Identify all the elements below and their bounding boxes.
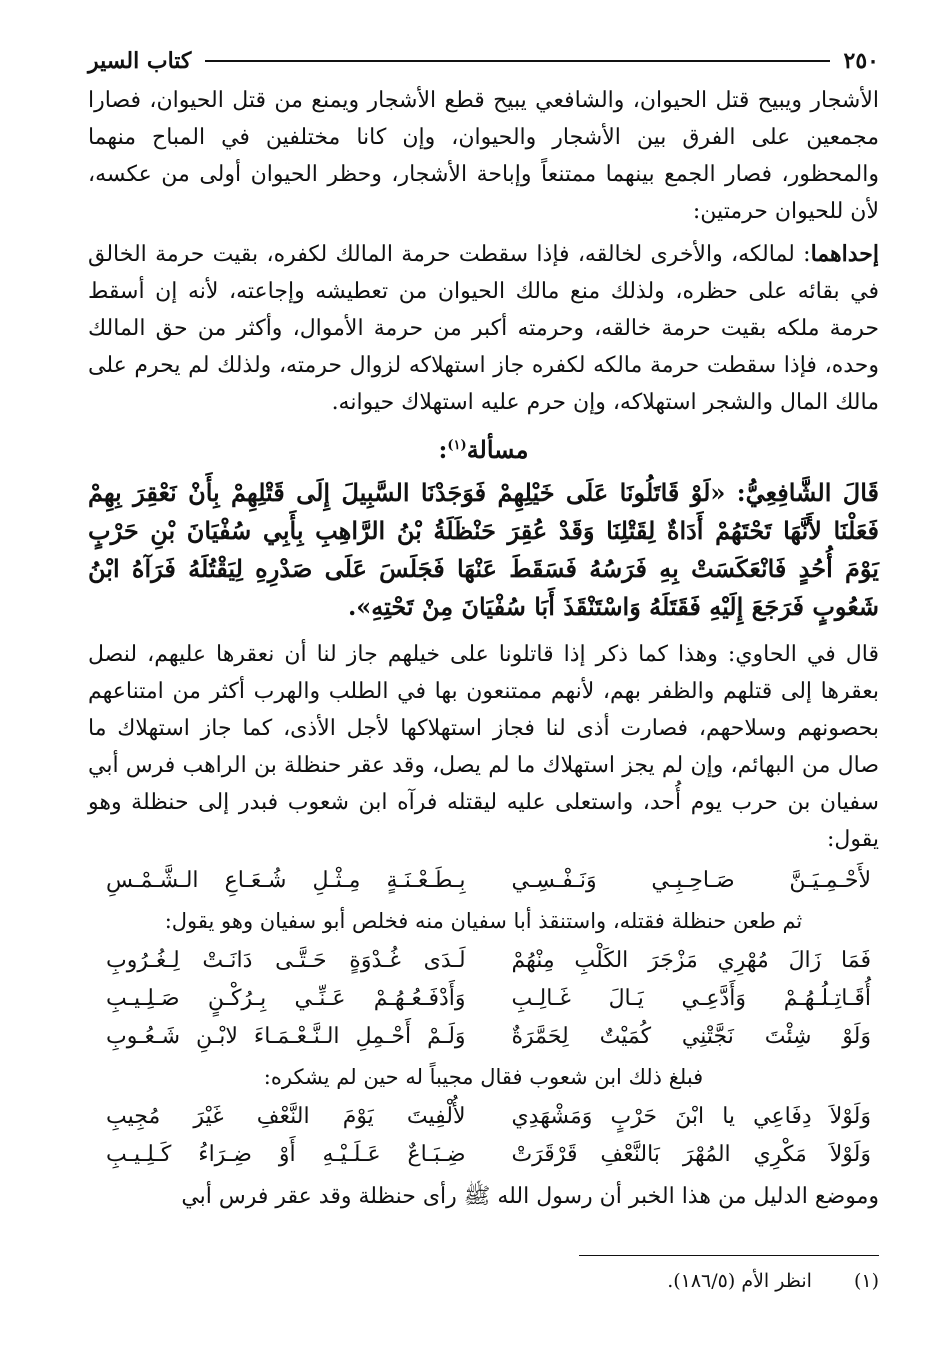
- verse-second-hemistich: لَـدَى غُـدْوَةٍ حَـتَّـى دَانَـتْ لِـغُـرُوبِ: [106, 948, 466, 973]
- verse-first-hemistich: وَلَوْلاَ مَكْرِي المُهْرَ بَالنَّعْفِ قَرْقَرَتْ: [511, 1142, 871, 1167]
- poem-2: [88, 942, 879, 1056]
- poem-verse: [88, 980, 879, 1018]
- shafii-text: قَالَ الشَّافِعِيُّ: «لَوْ قَاتَلُونَا عَلَى خَيْلِهِمْ فَوَجَدْنَا السَّبِيلَ إِلَى قَتْلِهِمْ بِأَنْ نَعْقِرَ بِهِمْ فَعَلْنَا لأَنَّهَا تَحْتَهُمْ أَدَاةٌ لِقَتْلِنَا وَقَدْ عُقِرَ حَنْظَلَةُ بْنُ الرَّاهِبِ بِأَبِي سُفْيَانَ بْنِ حَرْبٍ يَوْمَ أُحُدٍ فَانْعَكَسَتْ بِهِ فَرَسُهُ فَسَقَطَ عَنْهَا فَجَلَسَ عَلَى صَدْرِهِ لِيَقْتُلَهُ فَرَآهُ ابْنُ شَعُوبٍ فَرَجَعَ إِلَيْهِ فَقَتَلَهُ وَاسْتَنْقَذَ أَبَا سُفْيَانَ مِنْ تَحْتِهِ».: [88, 478, 879, 621]
- verse-first-hemistich: وَلَوْلاَ دِفَاعِي يا ابْنَ حَرْبٍ وَمَشْهَدِي: [511, 1104, 871, 1129]
- book-title: كتاب السير: [88, 48, 192, 74]
- verse-first-hemistich: لأَحْـمِـيَـنَّ صَـاحِـبِـي وَنَـفْـسِـي: [511, 868, 871, 893]
- paragraph-1: الأشجار ويبيح قتل الحيوان، والشافعي يبيح قطع الأشجار ويمنع من قتل الحيوان، فصارا مجمعين على الفرق بين الأشجار والحيوان، وإن كانا مختلفين في المباح منهما والمحظور، فصار الجمع بينهما ممتنعاً وإباحة الأشجار، وحظر الحيوان أولى من عكسه، لأن للحيوان حرمتين:: [88, 88, 879, 224]
- poem-3: [88, 1098, 879, 1174]
- section-heading: [88, 435, 879, 464]
- section-title: مسألة: [466, 435, 529, 464]
- poem-3-intro: فبلغ ذلك ابن شعوب فقال مجيباً له حين لم يشكره:: [263, 1065, 704, 1089]
- paragraph-2-body: : لمالكه، والأخرى لخالقه، فإذا سقطت حرمة المالك لكفره، بقيت حرمة الخالق في بقائه على حظره، ولذلك منع مالك الحيوان من تعطيشه وإجاعته، لأنه إن أسقط حرمة ملكه بقيت حرمة خالقه، وحرمته أكبر من حرمة الأموال، وأكثر من حق المالك وحده، فإذا سقطت حرمة مالكه لكفره جاز استهلاكه لزوال حرمته، ولذلك لم يحرم على مالك المال والشجر استهلاكه، وإن حرم عليه استهلاك حيوانه.: [88, 242, 879, 415]
- verse-first-hemistich: أُقَـاتِـلُـهُـمْ وَأَدَّعِـي يَـالَ غَـالِـبِ: [511, 986, 871, 1011]
- commentary-paragraph: قال في الحاوي: وهذا كما ذكر إذا قاتلونا على خيلهم جاز لنا أن نعقرها عليهم، لنصل بعقرها إلى قتلهم والظفر بهم، لأنهم ممتنعون بها في الطلب والهرب أكثر من امتناعهم بحصونهم وسلاحهم، فصارت أذى لنا فجاز استهلاكها لأجل الأذى، كما جاز استهلاك ما صال من البهائم، وإن لم يجز استهلاك ما لم يصل، وقد عقر حنظلة بن الراهب فرس أبي سفيان بن حرب يوم أُحد، واستعلى عليه ليقتله فرآه ابن شعوب فبدر إلى حنظلة وهو يقول:: [88, 642, 879, 852]
- page-number: ٢٥٠: [843, 48, 879, 74]
- verse-second-hemistich: وَأَدْفَـعُـهُـمْ عَـنِّـي بِـرُكْـنٍ صَـلِـيـبِ: [106, 986, 466, 1011]
- closing-paragraph: وموضع الدليل من هذا الخبر أن رسول الله ﷺ رأى حنظلة وقد عقر فرس أبي: [181, 1184, 879, 1209]
- footnote-text: انظر الأم (١٨٦/٥).: [667, 1270, 812, 1292]
- poem-1: [88, 862, 879, 900]
- verse-second-hemistich: بِـطَـعْـنَـةٍ مِـثْـلِ شُـعَـاعِ الـشَّـمْـسِ: [106, 868, 466, 893]
- verse-second-hemistich: وَلَـمْ أَحْـمِلِ الـنَّـعْـمَـاءَ لابْـنِ شَـعُـوبِ: [106, 1024, 466, 1049]
- verse-first-hemistich: فَمَا زَالَ مُهْرِي مَزْجَرَ الكَلْبِ مِنْهُمْ: [511, 948, 871, 973]
- footnote-divider: [579, 1255, 879, 1256]
- section-colon: :: [438, 435, 448, 464]
- verse-first-hemistich: وَلَوْ شِئْتَ نَجَّتْنِي كُمَيْتٌ لِحَمَّرَةٌ: [511, 1024, 871, 1049]
- poem-verse: [88, 862, 879, 900]
- poem-verse: [88, 1098, 879, 1136]
- paragraph-2-lead: إحداهما: [810, 241, 879, 267]
- poem-verse: [88, 1018, 879, 1056]
- footnote-number: (١): [853, 1270, 879, 1292]
- paragraph-2: [88, 236, 879, 421]
- verse-second-hemistich: لأُلْفِيتَ يَوْمَ النَّعْفِ غَيْرَ مُجِيبِ: [106, 1104, 466, 1129]
- verse-second-hemistich: ضِـبَـاعٌ عَـلَـيْـهِ أَوْ ضِـرَاءُ كَـلِـيـبِ: [106, 1142, 466, 1167]
- poem-verse: [88, 942, 879, 980]
- footnote-reference: (١): [447, 438, 467, 453]
- poem-2-intro: ثم طعن حنظلة فقتله، واستنقذ أبا سفيان منه فخلص أبو سفيان وهو يقول:: [164, 909, 803, 933]
- footnote: [88, 1266, 879, 1296]
- header-rule: [205, 60, 829, 62]
- poem-verse: [88, 1136, 879, 1174]
- running-head: [88, 40, 879, 82]
